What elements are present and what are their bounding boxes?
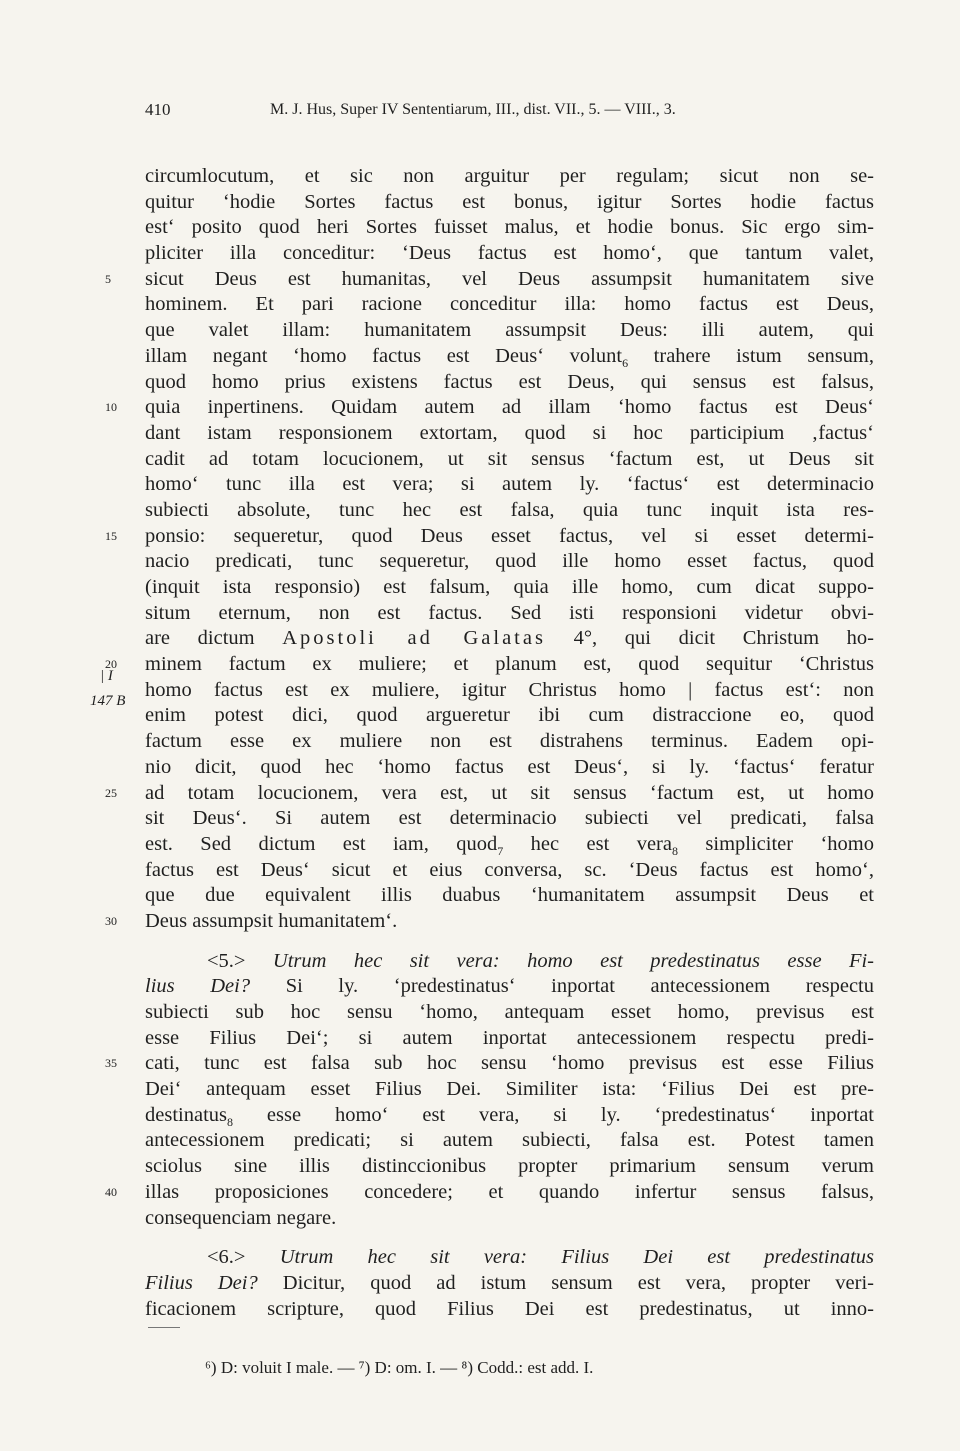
text-line: destinatus$_8$ esse homo‘ est vera, si ly. ‘predestinatus‘ inportat [145,1103,874,1129]
text-line: sit Deus‘. Si autem est determinacio subiecti vel predicati, falsa [145,807,874,830]
text-line: homo‘ tunc illa est vera; si autem ly. ‘factus‘ est determinacio [145,473,874,496]
text-line: pliciter illa conceditur: ‘Deus factus est homo‘, que tantum valet, [145,242,874,265]
text-line: circumlocutum, et sic non arguitur per regulam; sicut non se- [145,165,874,187]
text-line: est‘ posito quod heri Sortes fuisset malus, et hodie bonus. Sic ergo sim- [145,216,874,239]
text-line: est. Sed dictum est iam, quod$_7$ hec est vera$_8$ simpliciter ‘homo [145,832,874,858]
footnotes: ⁶) D: voluit I male. — ⁷) D: om. I. — ⁸) Codd.: est add. I. [205,1358,594,1377]
text-line: factum esse ex muliere non est distrahens terminus. Eadem opi- [145,730,874,753]
text-line: 40 illas proposiciones concedere; et quando infertur sensus falsus, [145,1180,874,1206]
text-line: 25 ad totam locucionem, vera est, ut sit sensus ‘factum est, ut homo [145,781,874,807]
text-line: 15 ponsio: sequeretur, quod Deus esset factus, vel si esset determi- [145,524,874,550]
text-line: lius Dei? Si ly. ‘predestinatus‘ inportat antecessionem respectu [145,975,874,998]
page-number: 410 [145,100,171,119]
line-number: 20 [105,657,117,672]
text-line: 30 Deus assumpsit humanitatem‘. [145,909,874,935]
text-line: antecessionem predicati; si autem subiecti, falsa est. Potest tamen [145,1129,874,1152]
line-number: 35 [105,1056,117,1071]
text-line: consequenciam negare. [145,1206,337,1229]
text-line: quitur ‘hodie Sortes factus est bonus, igitur Sortes hodie factus [145,190,874,213]
text-line: (inquit ista responsio) est falsum, quia ille homo, cum dicat suppo- [145,576,874,598]
line-number: 40 [105,1184,117,1199]
text-line: <5.> Utrum hec sit vera: homo est predestinatus esse Fi- [207,949,874,972]
text-line: 10 quia inpertinens. Quidam autem ad illam ‘homo factus est Deus‘ [145,395,874,421]
text-line: sciolus sine illis distinccionibus propter primarium sensum verum [145,1155,874,1178]
text-line: are dictum Apostoli ad Galatas 4°, qui dicit Christum ho- [145,627,874,650]
line-number: 25 [105,785,117,800]
text-line: 20 minem factum ex muliere; et planum est, quod sequitur ‘Christus [145,652,874,678]
text-line: quod homo prius existens factus est Deus, qui sensus est falsus, [145,370,874,393]
margin-ref-page: 147 B [90,693,126,709]
line-number: 15 [105,528,117,543]
text-line: subiecti absolute, tunc hec est falsa, quia tunc inquit ista res- [145,498,874,521]
text-line: illam negant ‘homo factus est Deus‘ volunt$_6$ trahere istum sensum, [145,344,874,370]
text-line: que due equivalent illis duabus ‘humanitatem assumpsit Deus et [145,884,874,907]
text-line: Dei‘ antequam esset Filius Dei. Similiter ista: ‘Filius Dei est pre- [145,1078,874,1101]
text-line: situm eternum, non est factus. Sed isti responsioni videtur obvi- [145,601,874,624]
footnote-rule [148,1327,180,1328]
text-line: 35 cati, tunc est falsa sub hoc sensu ‘homo previsus est esse Filius [145,1051,874,1077]
text-line: cadit ad totam locucionem, ut sit sensus ‘factum est, ut Deus sit [145,447,874,470]
text-line: <6.> Utrum hec sit vera: Filius Dei est predestinatus [207,1246,874,1269]
text-line: hominem. Et pari racione conceditur illa: homo factus est Deus, [145,293,874,316]
text-line: que valet illam: humanitatem assumpsit Deus: illi autem, qui [145,319,874,342]
text-line: enim potest dici, quod argueretur ibi cum distraccione eo, quod [145,704,874,727]
text-line: subiecti sub hoc sensu ‘homo, antequam esset homo, previsus est [145,1001,874,1023]
text-line: nacio predicati, tunc sequeretur, quod ille homo esset factus, quod [145,550,874,573]
line-number: 30 [105,913,117,928]
text-line: esse Filius Dei‘; si autem inportat antecessionem respectu predi- [145,1026,874,1049]
text-line: nio dicit, quod hec ‘homo factus est Deus‘, si ly. ‘factus‘ feratur [145,755,874,778]
text-line: dant istam responsionem extortam, quod si hoc participium ‚factus‘ [145,421,874,444]
text-line: ficacionem scripture, quod Filius Dei est predestinatus, ut inno- [145,1297,874,1320]
line-number: 5 [105,271,111,286]
margin-ref-folio: | I [100,668,113,684]
line-number: 10 [105,400,117,415]
text-line: Filius Dei? Dicitur, quod ad istum sensum est vera, propter veri- [145,1271,874,1294]
text-line: factus est Deus‘ sicut et eius conversa, sc. ‘Deus factus est homo‘, [145,858,874,881]
text-line: homo factus est ex muliere, igitur Christus homo | factus est‘: non [145,678,874,701]
running-title: M. J. Hus, Super IV Sententiarum, III., dist. VII., 5. — VIII., 3. [270,101,676,118]
text-line: 5 sicut Deus est humanitas, vel Deus assumpsit humanitatem sive [145,267,874,293]
